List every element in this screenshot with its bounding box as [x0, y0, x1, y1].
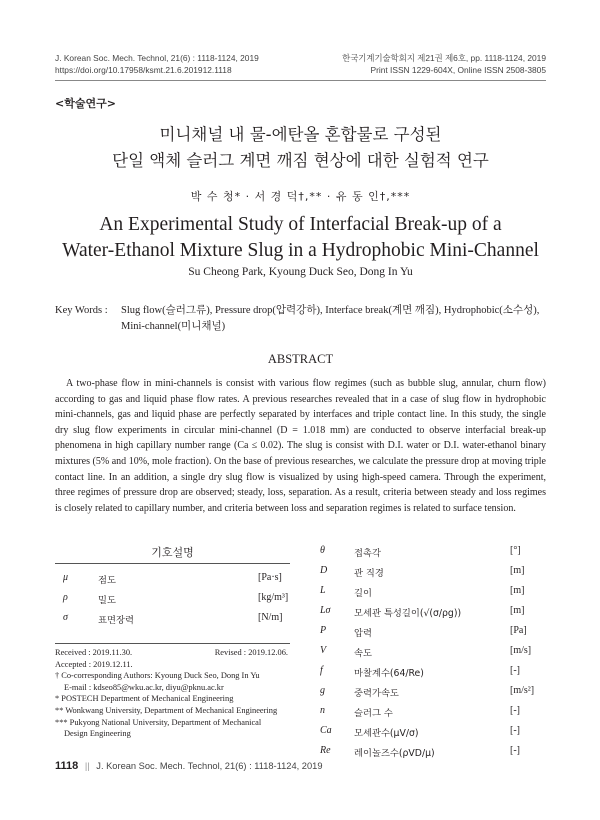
- corresponding-email[interactable]: E-mail : kdseo85@wku.ac.kr, diyu@pknu.ac.kr: [64, 682, 224, 692]
- revised-date: Revised : 2019.12.06.: [214, 648, 288, 657]
- affiliation-3-cont: Design Engineering: [64, 729, 131, 739]
- korean-title: [55, 122, 546, 174]
- nomenclature-row: [320, 545, 550, 561]
- nomenclature-symbol: Ca: [320, 725, 332, 736]
- nomenclature-row: [63, 612, 298, 628]
- nomenclature-description: 밀도: [98, 595, 116, 606]
- abstract-heading: ABSTRACT: [267, 352, 334, 366]
- nomenclature-unit: [m/s²]: [510, 685, 535, 696]
- received-date: Received : 2019.11.30.: [55, 648, 133, 657]
- nomenclature-description: 점도: [98, 575, 116, 586]
- nomenclature-unit: [m]: [510, 605, 525, 616]
- nomenclature-row: [320, 685, 550, 701]
- keywords: [55, 303, 546, 335]
- nomenclature-description: 마찰계수(64/Re): [354, 668, 424, 679]
- nomenclature-symbol: g: [320, 685, 325, 696]
- nomenclature-symbol: n: [320, 705, 325, 716]
- nomenclature-description: 길이: [354, 588, 372, 599]
- korean-title-line2: 단일 액체 슬러그 계면 깨짐 현상에 대한 실험적 연구: [112, 151, 489, 170]
- nomenclature-row: [63, 592, 298, 608]
- nomenclature-description: 표면장력: [98, 615, 134, 626]
- nomenclature-description: 모세관 특성길이(√(σ/ρg)): [354, 608, 462, 619]
- nomenclature-symbol: ρ: [63, 592, 68, 603]
- english-title-line1: An Experimental Study of Interfacial Break-up of a: [99, 214, 502, 235]
- nomenclature-heading: 기호설명: [151, 546, 194, 559]
- corresponding-authors: † Co-corresponding Authors: Kyoung Duck Seo, Dong In Yu: [55, 671, 260, 681]
- nomenclature-description: 모세관수(μV/σ): [354, 728, 419, 739]
- notes-divider: [55, 643, 290, 644]
- nomenclature-unit: [-]: [510, 705, 520, 716]
- article-notes: [55, 647, 290, 740]
- nomenclature-rule: [55, 563, 290, 564]
- nomenclature-symbol: σ: [63, 612, 68, 623]
- nomenclature-row: [320, 665, 550, 681]
- nomenclature-unit: [m]: [510, 585, 525, 596]
- running-header-left: [55, 52, 259, 76]
- nomenclature-description: 슬러그 수: [354, 708, 393, 719]
- english-authors: Su Cheong Park, Kyoung Duck Seo, Dong In Yu: [188, 266, 413, 278]
- running-header-right: [342, 52, 546, 76]
- nomenclature-symbol: Re: [320, 745, 331, 756]
- nomenclature-description: 압력: [354, 628, 372, 639]
- nomenclature-description: 레이놀즈수(ρVD/μ): [354, 748, 435, 759]
- nomenclature-description: 접촉각: [354, 548, 381, 559]
- nomenclature-symbol: Lσ: [320, 605, 331, 616]
- nomenclature-description: 관 직경: [354, 568, 384, 579]
- nomenclature-symbol: θ: [320, 545, 325, 556]
- nomenclature-unit: [-]: [510, 665, 520, 676]
- accepted-date: Accepted : 2019.12.11.: [55, 659, 133, 669]
- nomenclature-description: 속도: [354, 648, 372, 659]
- affiliation-2: ** Wonkwang University, Department of Mechanical Engineering: [55, 705, 278, 715]
- nomenclature-row: [320, 705, 550, 721]
- affiliation-1: * POSTECH Department of Mechanical Engineering: [55, 694, 234, 704]
- abstract-body: A two-phase flow in mini-channels is consist with various flow regimes (such as bubble slug, annular, churn flow) according to gas and liquid phase flow rates. A previous researches revealed that in a case of slug flow in hydrophobic mini-channels, gas and liquid phase are perfectly separated by interfaces and triple contact line. In this study, the single dry slug flow experiments in circular mini-channel (D = 1.018 mm) are conducted to observe interfacial break-up phenomena in high capillary number range (Ca ≤ 0.02). The slug is consist with D.I. water or D.I. water-ethanol binary mixtures (5% and 10%, mole fraction). On the base of previous researches, we calculate the pressure drop at moving triple contact line. In an addition, a single dry slug flow is visualized by using high-speed camera. Through the experiment, three regimes of pressure drop are observed; steady, loss, separation. As a result, criteria between steady and loss regimes is closely related to capillary number, and criteria between loss and separation regimes is related to surface tension.: [55, 378, 546, 514]
- nomenclature-row: [320, 725, 550, 741]
- nomenclature-symbol: P: [320, 625, 327, 636]
- nomenclature-unit: [m/s]: [510, 645, 532, 656]
- nomenclature-unit: [m]: [510, 565, 525, 576]
- nomenclature-row: [320, 625, 550, 641]
- nomenclature-row: [63, 572, 298, 588]
- english-title-line2: Water-Ethanol Mixture Slug in a Hydrophobic Mini-Channel: [62, 240, 539, 261]
- nomenclature-unit: [Pa]: [510, 625, 527, 636]
- nomenclature-unit: [N/m]: [258, 612, 283, 623]
- header-divider: [55, 80, 546, 81]
- keywords-text: Slug flow(슬러그류), Pressure drop(압력강하), Interface break(계면 깨짐), Hydrophobic(소수성), Mini-channel(미니채널): [121, 305, 540, 332]
- nomenclature-unit: [kg/m³]: [258, 592, 289, 603]
- issn-line: Print ISSN 1229-604X, Online ISSN 2508-3805: [370, 65, 546, 75]
- article-category: <학술연구>: [55, 97, 116, 110]
- nomenclature-row: [320, 745, 550, 761]
- nomenclature-row: [320, 565, 550, 581]
- nomenclature-description: 중력가속도: [354, 688, 399, 699]
- nomenclature-symbol: D: [320, 565, 328, 576]
- nomenclature-symbol: L: [320, 585, 326, 596]
- nomenclature-unit: [Pa·s]: [258, 572, 282, 583]
- affiliation-3: *** Pukyong National University, Department of Mechanical: [55, 717, 262, 727]
- nomenclature-unit: [-]: [510, 725, 520, 736]
- page-footer: 1118 || J. Korean Soc. Mech. Technol, 21(6) : 1118-1124, 2019: [55, 760, 323, 772]
- keywords-label: Key Words :: [55, 305, 108, 316]
- nomenclature-symbol: V: [320, 645, 327, 656]
- nomenclature-symbol: f: [320, 665, 323, 676]
- korean-authors: 박 수 청* · 서 경 덕†,** · 유 동 인†,***: [190, 190, 411, 203]
- nomenclature-unit: [°]: [510, 545, 521, 556]
- nomenclature-row: [320, 605, 550, 621]
- korean-journal-citation: 한국기계기술학회지 제21권 제6호, pp. 1118-1124, 2019: [342, 53, 546, 63]
- footer-citation: J. Korean Soc. Mech. Technol, 21(6) : 1118-1124, 2019: [96, 761, 323, 771]
- korean-title-line1: 미니채널 내 물-에탄올 혼합물로 구성된: [159, 125, 442, 144]
- page-number: 1118: [55, 760, 79, 772]
- doi-link[interactable]: https://doi.org/10.17958/ksmt.21.6.201912.1118: [55, 65, 232, 75]
- nomenclature-row: [320, 645, 550, 661]
- nomenclature-symbol: μ: [63, 572, 69, 583]
- english-title: [55, 212, 546, 264]
- journal-citation: J. Korean Soc. Mech. Technol, 21(6) : 1118-1124, 2019: [55, 53, 259, 63]
- nomenclature-unit: [-]: [510, 745, 520, 756]
- nomenclature-row: [320, 585, 550, 601]
